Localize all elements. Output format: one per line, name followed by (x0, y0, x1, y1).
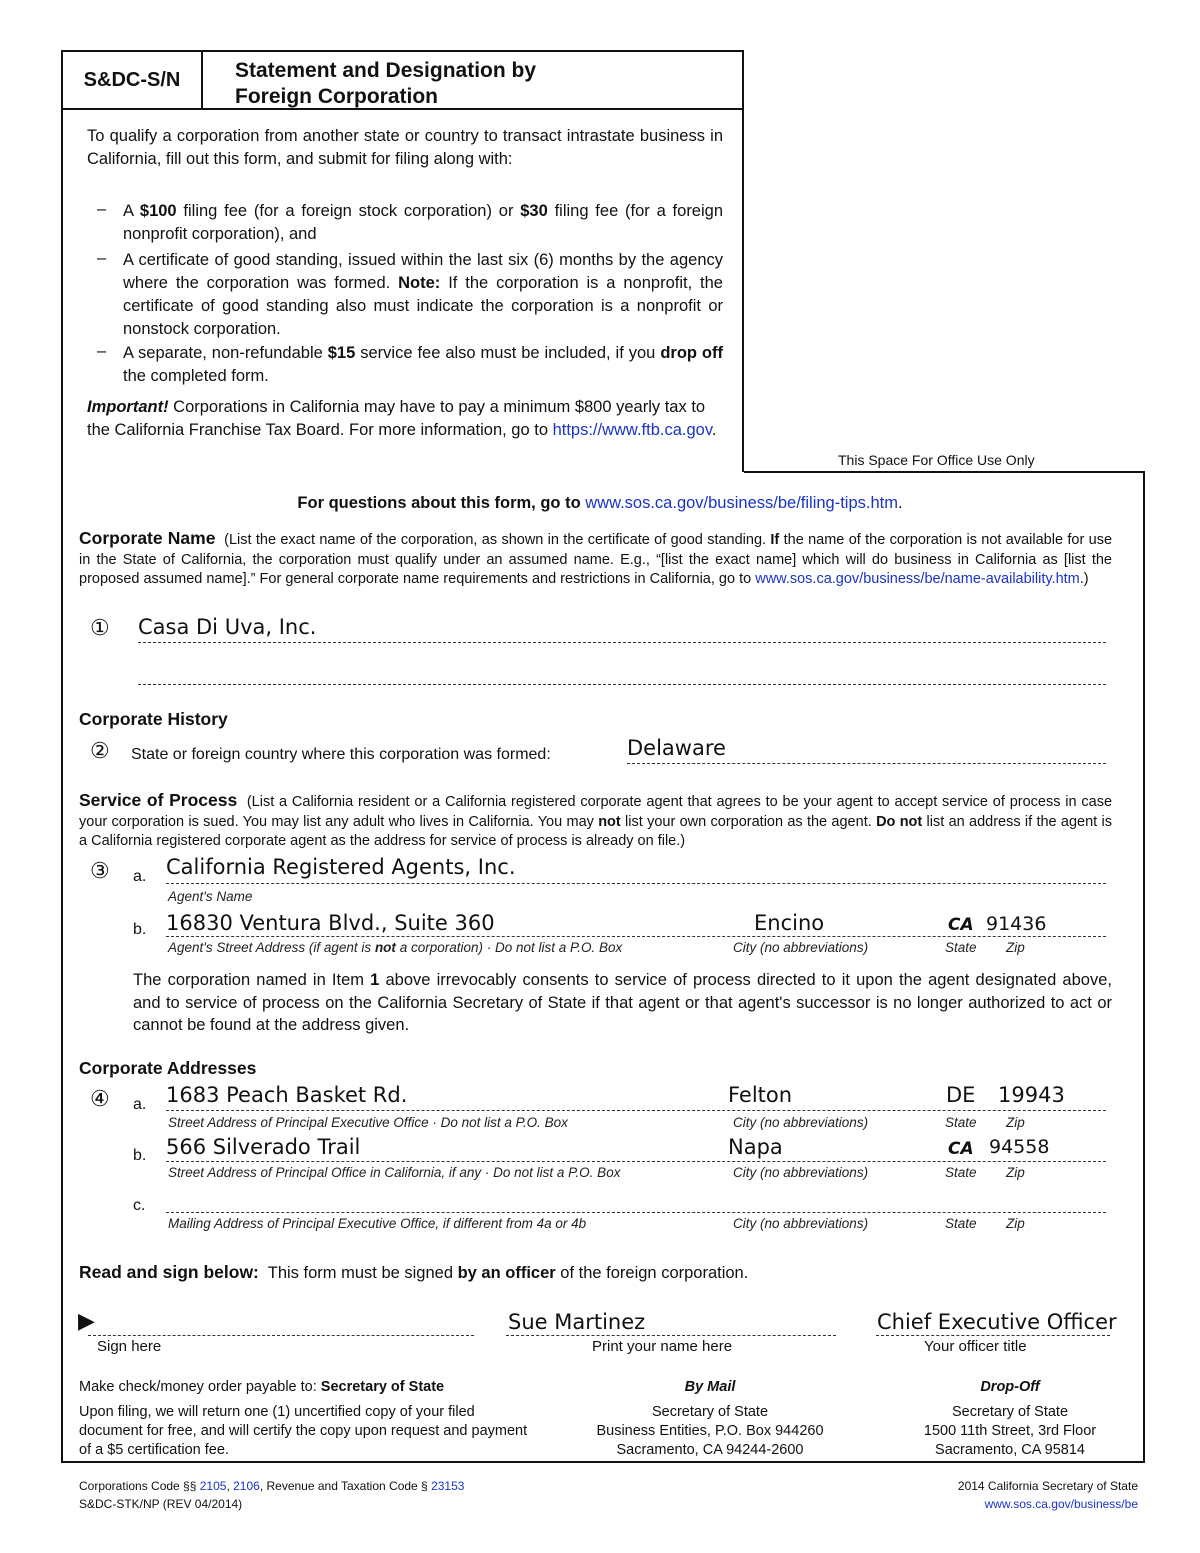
mail-line-1: Secretary of State (651, 1404, 769, 1420)
bullet-service-fee: A separate, non-refundable $15 service fee also must be included, if you drop off the completed form. (123, 344, 723, 385)
ca-office-state-value[interactable]: CA (948, 1139, 974, 1159)
by-mail-heading: By Mail (684, 1379, 736, 1395)
corporate-history-heading: Corporate History (79, 709, 228, 729)
officer-title-line (876, 1335, 1110, 1336)
ca-office-zip-value[interactable]: 94558 (989, 1136, 1050, 1158)
ca-office-street-value[interactable]: 566 Silverado Trail (166, 1135, 361, 1159)
code-2105-link[interactable]: 2105 (199, 1479, 227, 1493)
ca-office-state-caption: State (945, 1165, 977, 1180)
form-code: S&DC-S/N (63, 52, 203, 108)
sign-arrow-icon: ▶ (78, 1308, 95, 1333)
agent-address-line (166, 936, 1106, 937)
exec-office-street-caption: Street Address of Principal Executive Office · Do not list a P.O. Box (168, 1115, 568, 1130)
agent-zip-value[interactable]: 91436 (986, 913, 1047, 935)
questions-line: For questions about this form, go to www.sos.ca.gov/business/be/filing-tips.htm. (297, 494, 903, 512)
sos-website-link-wrap (985, 1497, 1138, 1511)
formation-state-label: State or foreign country where this corporation was formed: (131, 746, 551, 763)
item-3-number: ③ (90, 858, 110, 883)
intro-paragraph: To qualify a corporation from another state or country to transact intrastate business in California, fill out this form, and submit for filing along with: (87, 127, 723, 168)
agent-name-caption: Agent's Name (168, 889, 253, 904)
form-title (235, 58, 536, 110)
payable-line: Make check/money order payable to: Secretary of State (79, 1379, 445, 1395)
bullet-dash: – (97, 342, 107, 360)
ftb-link[interactable]: https://www.ftb.ca.gov (552, 421, 712, 439)
office-use-label: This Space For Office Use Only (838, 452, 1035, 468)
agent-state-value[interactable]: CA (948, 915, 974, 935)
service-of-process-section: Service of Process (List a California resident or a California registered corporate agent that agrees to be your agent to accept service of process in case your corporation is sued. You may list any adult who lives in California. You may not list your own corporation as the agent. Do not list an address if the agent is a California registered corporate agent as the address for service of process is already on file.) (79, 790, 1113, 849)
printed-name-caption: Print your name here (592, 1338, 733, 1355)
form-title-line1: Statement and Designation by (235, 59, 537, 82)
exec-office-city-value[interactable]: Felton (728, 1083, 793, 1107)
ca-office-city-value[interactable]: Napa (728, 1135, 783, 1159)
service-of-process-heading: Service of Process (79, 790, 238, 810)
item-2-number: ② (90, 738, 110, 763)
form-revision: S&DC-STK/NP (REV 04/2014) (79, 1497, 243, 1511)
ca-office-street-caption: Street Address of Principal Office in California, if any · Do not list a P.O. Box (168, 1165, 621, 1180)
drop-line-3: Sacramento, CA 95814 (935, 1442, 1085, 1458)
corporate-addresses-heading: Corporate Addresses (79, 1058, 257, 1078)
consent-paragraph: The corporation named in Item 1 above irrevocably consents to service of process directed to it upon the agent designated above, and to service of process on the California Secretary of State if that agent or that agent's successor is no longer authorized to act or cannot be found at the address given. (133, 971, 1112, 1034)
ca-office-line (166, 1161, 1106, 1162)
item-3b-label: b. (133, 921, 147, 938)
name-availability-link[interactable]: www.sos.ca.gov/business/be/name-availability.htm (755, 571, 1080, 587)
agent-name-line (166, 883, 1106, 884)
code-2106-link[interactable]: 2106 (233, 1479, 260, 1493)
exec-office-line (166, 1110, 1106, 1111)
by-mail-address (560, 1378, 860, 1460)
officer-title-value[interactable]: Chief Executive Officer (877, 1310, 1117, 1334)
corporate-name-heading: Corporate Name (79, 528, 216, 548)
exec-office-city-caption: City (no abbreviations) (733, 1115, 869, 1130)
formation-state-value[interactable]: Delaware (627, 736, 726, 760)
agent-state-caption: State (945, 940, 977, 955)
item-4a-label: a. (133, 1096, 147, 1113)
agent-city-caption: City (no abbreviations) (733, 940, 869, 955)
sos-website-link[interactable]: www.sos.ca.gov/business/be (984, 1497, 1138, 1511)
item-3a-label: a. (133, 868, 147, 885)
item-4-number: ④ (90, 1086, 110, 1111)
ca-office-zip-caption: Zip (1006, 1165, 1025, 1180)
corporate-name-section: Corporate Name (List the exact name of the corporation, as shown in the certificate of good standing. If the name of the corporation is not available for use in the State of California, the corporation must qualify under an assumed name. E.g., “[list the exact name] which will do business in California as [list the proposed assumed name].” For general corporate name requirements and restrictions in California, go to www.sos.ca.gov/business/be/name-availability.htm.) (79, 528, 1113, 587)
corporate-name-value[interactable]: Casa Di Uva, Inc. (138, 615, 317, 639)
mailing-city-caption: City (no abbreviations) (733, 1216, 869, 1231)
drop-line-2: 1500 11th Street, 3rd Floor (923, 1423, 1097, 1439)
mailing-state-caption: State (945, 1216, 977, 1231)
printed-name-line (506, 1335, 836, 1336)
ca-office-city-caption: City (no abbreviations) (733, 1165, 869, 1180)
copyright: 2014 California Secretary of State (957, 1479, 1138, 1493)
exec-office-zip-caption: Zip (1006, 1115, 1025, 1130)
agent-zip-caption: Zip (1006, 940, 1025, 955)
drop-off-heading: Drop-Off (980, 1379, 1040, 1395)
bullet-dash: – (97, 249, 107, 267)
form-title-line2: Foreign Corporation (235, 85, 438, 108)
sign-instructions: Read and sign below: This form must be signed by an officer of the foreign corporation. (79, 1262, 749, 1282)
formation-state-line (627, 763, 1106, 764)
item-4b-label: b. (133, 1147, 147, 1164)
mailing-address-caption: Mailing Address of Principal Executive Office, if different from 4a or 4b (168, 1216, 587, 1231)
bullet-dash: – (97, 200, 107, 218)
mail-line-2: Business Entities, P.O. Box 944260 (596, 1423, 824, 1439)
agent-street-caption: Agent's Street Address (if agent is not a corporation) · Do not list a P.O. Box (168, 940, 623, 955)
important-note: Important! Corporations in California may have to pay a minimum $800 yearly tax to the California Franchise Tax Board. For more information, go to https://www.ftb.ca.gov. (87, 398, 717, 439)
return-copy-text: Upon filing, we will return one (1) uncertified copy of your filed document for free, and will certify the copy upon request and payment of a $5 certification fee. (79, 1404, 528, 1458)
drop-off-address (880, 1378, 1140, 1460)
item-4c-label: c. (133, 1197, 146, 1214)
drop-line-1: Secretary of State (951, 1404, 1069, 1420)
statute-references: Corporations Code §§ 2105, 2106, Revenue and Taxation Code § 23153 (79, 1479, 465, 1493)
signature-line[interactable] (88, 1335, 474, 1336)
exec-office-street-value[interactable]: 1683 Peach Basket Rd. (166, 1083, 408, 1107)
printed-name-value[interactable]: Sue Martinez (508, 1310, 646, 1334)
officer-title-caption: Your officer title (924, 1338, 1027, 1355)
agent-city-value[interactable]: Encino (754, 911, 825, 935)
bullet-good-standing: A certificate of good standing, issued within the last six (6) months by the agency where the corporation was formed. Note: If the corporation is a nonprofit, the certificate of good standing also must indicate the corporation is a nonprofit or nonstock corporation. (123, 251, 723, 338)
form-header (61, 50, 744, 110)
filing-tips-link[interactable]: www.sos.ca.gov/business/be/filing-tips.htm (585, 494, 898, 512)
signature-caption: Sign here (97, 1338, 162, 1355)
mailing-zip-caption: Zip (1006, 1216, 1025, 1231)
bullet-filing-fee: A $100 filing fee (for a foreign stock corporation) or $30 filing fee (for a foreign nonprofit corporation), and (123, 202, 724, 243)
mail-line-3: Sacramento, CA 94244-2600 (616, 1442, 804, 1458)
agent-street-value[interactable]: 16830 Ventura Blvd., Suite 360 (166, 911, 495, 935)
corporate-name-line (138, 642, 1106, 643)
agent-name-value[interactable]: California Registered Agents, Inc. (166, 855, 516, 879)
exec-office-zip-value[interactable]: 19943 (998, 1083, 1065, 1107)
mailing-address-line[interactable] (166, 1212, 1106, 1213)
item-1-number: ① (90, 615, 110, 640)
code-23153-link[interactable]: 23153 (431, 1479, 465, 1493)
exec-office-state-caption: State (945, 1115, 977, 1130)
corporate-name-line-2 (138, 684, 1106, 685)
exec-office-state-value[interactable]: DE (946, 1083, 976, 1107)
